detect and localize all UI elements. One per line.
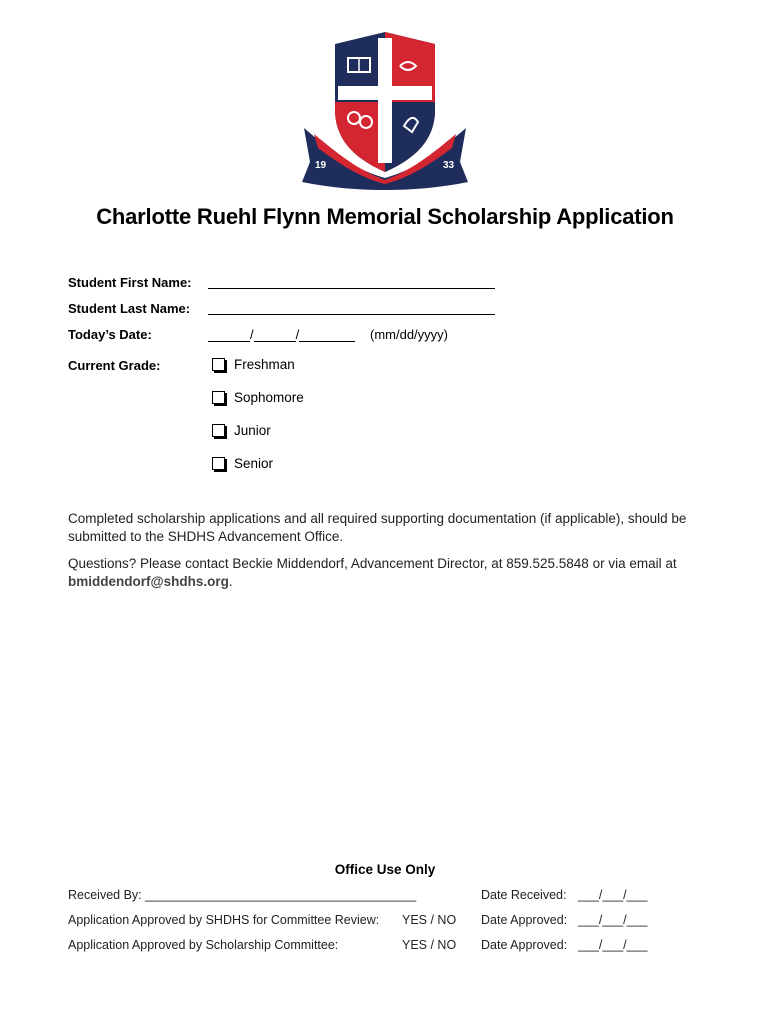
grade-label: Freshman [234, 357, 295, 372]
checkbox-icon[interactable] [212, 424, 225, 437]
grade-label: Junior [234, 423, 271, 438]
todays-date-label: Today’s Date: [68, 327, 152, 342]
committee-review-label: Application Approved by SHDHS for Committee Review: [68, 913, 380, 927]
contact-email-link[interactable]: bmiddendorf@shdhs.org [68, 574, 229, 589]
grade-label: Sophomore [234, 390, 304, 405]
grade-option-sophomore[interactable] [212, 390, 304, 405]
scholarship-committee-yes-no: YES / NO [402, 938, 457, 952]
office-use-title: Office Use Only [334, 862, 436, 877]
grade-option-junior[interactable] [212, 423, 271, 438]
committee-review-yes-no: YES / NO [402, 913, 457, 927]
checkbox-icon[interactable] [212, 358, 225, 371]
last-name-label: Student Last Name: [68, 301, 191, 316]
date-received-blank: ___/___/___ [578, 888, 648, 902]
date-approved-label-1: Date Approved: [481, 913, 568, 927]
last-name-field[interactable] [208, 314, 495, 315]
submission-instructions: Completed scholarship applications and all required supporting documentation (if applicable), should be submitted to the SHDHS Advancement Office. [68, 511, 687, 544]
scholarship-committee-label: Application Approved by Scholarship Committee: [68, 938, 339, 952]
page-title: Charlotte Ruehl Flynn Memorial Scholarship Application [96, 204, 674, 229]
crest-year-left: 19 [315, 160, 327, 171]
contact-text: Questions? Please contact Beckie Middendorf, Advancement Director, at 859.525.5848 or via email at [68, 556, 677, 571]
first-name-field[interactable] [208, 288, 495, 289]
date-received-label: Date Received: [481, 888, 567, 902]
first-name-label: Student First Name: [68, 275, 192, 290]
date-approved-blank-1: ___/___/___ [578, 913, 648, 927]
date-approved-label-2: Date Approved: [481, 938, 568, 952]
grade-label: Senior [234, 456, 274, 471]
checkbox-icon[interactable] [212, 457, 225, 470]
checkbox-icon[interactable] [212, 391, 225, 404]
grade-option-senior[interactable] [212, 456, 273, 471]
contact-period: . [228, 574, 233, 589]
crest-year-right: 33 [443, 160, 455, 171]
school-crest-logo [300, 30, 470, 190]
date-field[interactable]: / / [208, 327, 355, 342]
contact-paragraph [68, 555, 708, 591]
date-format-hint: (mm/dd/yyyy) [370, 327, 448, 342]
date-approved-blank-2: ___/___/___ [578, 938, 648, 952]
current-grade-label: Current Grade: [68, 358, 161, 373]
grade-option-freshman[interactable] [212, 357, 295, 372]
received-by-field: Received By: _______________________________________ [68, 888, 417, 902]
